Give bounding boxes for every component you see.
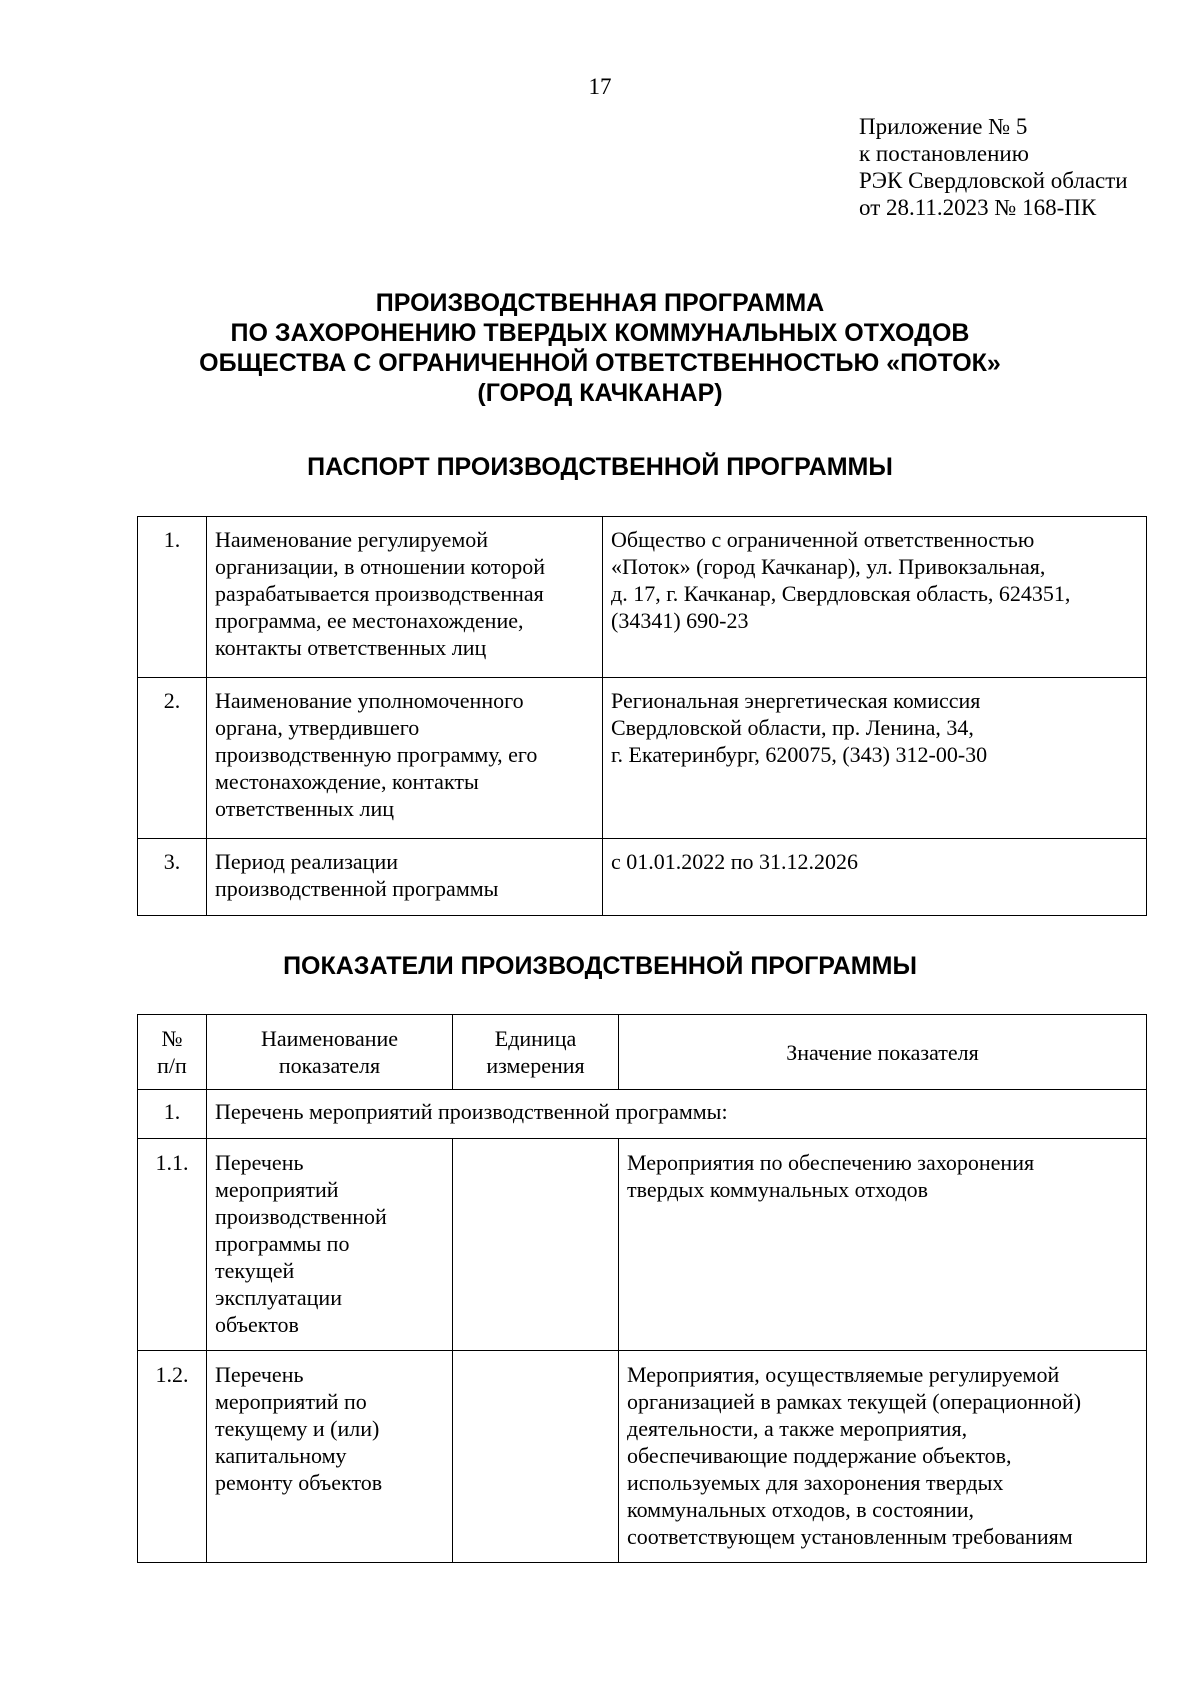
column-header-number <box>138 1015 207 1090</box>
text-line: эксплуатации <box>215 1285 342 1310</box>
text-line: деятельности, а также мероприятия, <box>627 1416 968 1441</box>
document-title <box>0 288 1200 408</box>
appendix-line: РЭК Свердловской области <box>859 168 1128 193</box>
appendix-line: к постановлению <box>859 141 1029 166</box>
appendix-line: от 28.11.2023 № 168-ПК <box>859 195 1097 220</box>
header-line: показателя <box>278 1053 381 1078</box>
row-number: 2. <box>138 678 207 839</box>
text-line: Период реализации <box>215 849 399 874</box>
indicator-value <box>619 1139 1147 1351</box>
indicators-heading: ПОКАЗАТЕЛИ ПРОИЗВОДСТВЕННОЙ ПРОГРАММЫ <box>283 952 917 980</box>
row-number: 1.2. <box>138 1351 207 1563</box>
table-row <box>138 839 1147 916</box>
text-line: Мероприятия, осуществляемые регулируемой <box>627 1362 1060 1387</box>
page-number: 17 <box>588 74 612 99</box>
text-line: с 01.01.2022 по 31.12.2026 <box>611 849 859 874</box>
section-label: Перечень мероприятий производственной программы: <box>207 1090 1147 1139</box>
text-line: производственной <box>215 1204 387 1229</box>
indicator-name <box>207 1139 453 1351</box>
table-header-row <box>138 1015 1147 1090</box>
text-line: программы по <box>215 1231 350 1256</box>
text-line: мероприятий по <box>215 1389 367 1414</box>
row-number: 1. <box>138 517 207 678</box>
header-line: п/п <box>157 1053 187 1078</box>
row-value <box>603 678 1147 839</box>
row-number: 3. <box>138 839 207 916</box>
table-row <box>138 678 1147 839</box>
text-line: коммунальных отходов, в состоянии, <box>627 1497 975 1522</box>
text-line: производственной программы <box>215 876 499 901</box>
row-value <box>603 839 1147 916</box>
table-row <box>138 1139 1147 1351</box>
title-line: (ГОРОД КАЧКАНАР) <box>477 379 723 407</box>
text-line: объектов <box>215 1312 299 1337</box>
text-line: Перечень <box>215 1362 304 1387</box>
text-line: д. 17, г. Качканар, Свердловская область, 624351, <box>611 581 1071 606</box>
text-line: программа, ее местонахождение, <box>215 608 524 633</box>
title-line: ОБЩЕСТВА С ОГРАНИЧЕННОЙ ОТВЕТСТВЕННОСТЬЮ «ПОТОК» <box>199 349 1001 377</box>
row-label <box>207 839 603 916</box>
indicator-value <box>619 1351 1147 1563</box>
indicator-unit <box>453 1351 619 1563</box>
text-line: обеспечивающие поддержание объектов, <box>627 1443 1012 1468</box>
table-row <box>138 517 1147 678</box>
text-line: твердых коммунальных отходов <box>627 1177 929 1202</box>
appendix-line: Приложение № 5 <box>859 114 1028 139</box>
column-header-name <box>207 1015 453 1090</box>
text-line: используемых для захоронения твердых <box>627 1470 1004 1495</box>
text-line: организацией в рамках текущей (операционной) <box>627 1389 1082 1414</box>
text-line: ремонту объектов <box>215 1470 383 1495</box>
text-line: Общество с ограниченной ответственностью <box>611 527 1035 552</box>
text-line: разрабатывается производственная <box>215 581 544 606</box>
text-line: текущей <box>215 1258 295 1283</box>
text-line: Перечень <box>215 1150 304 1175</box>
text-line: Мероприятия по обеспечению захоронения <box>627 1150 1035 1175</box>
row-label <box>207 517 603 678</box>
text-line: текущему и (или) <box>215 1416 380 1441</box>
section-row <box>138 1090 1147 1139</box>
text-line: г. Екатеринбург, 620075, (343) 312-00-30 <box>611 742 988 767</box>
text-line: соответствующем установленным требованиям <box>627 1524 1073 1549</box>
row-value <box>603 517 1147 678</box>
text-line: органа, утвердившего <box>215 715 420 740</box>
text-line: ответственных лиц <box>215 796 394 821</box>
title-line: ПО ЗАХОРОНЕНИЮ ТВЕРДЫХ КОММУНАЛЬНЫХ ОТХОДОВ <box>230 319 970 347</box>
row-number: 1. <box>138 1090 207 1139</box>
text-line: организации, в отношении которой <box>215 554 545 579</box>
header-line: № <box>161 1026 183 1051</box>
row-label <box>207 678 603 839</box>
text-line: местонахождение, контакты <box>215 769 479 794</box>
indicators-table <box>137 1014 1147 1563</box>
table-row <box>138 1351 1147 1563</box>
header-line: Единица <box>494 1026 577 1051</box>
column-header-unit <box>453 1015 619 1090</box>
text-line: мероприятий <box>215 1177 339 1202</box>
text-line: «Поток» (город Качканар), ул. Привокзальная, <box>611 554 1046 579</box>
text-line: Свердловской области, пр. Ленина, 34, <box>611 715 974 740</box>
text-line: Региональная энергетическая комиссия <box>611 688 981 713</box>
text-line: Наименование уполномоченного <box>215 688 524 713</box>
text-line: капитальному <box>215 1443 347 1468</box>
appendix-block <box>859 113 1128 221</box>
passport-table <box>137 516 1147 916</box>
column-header-value: Значение показателя <box>619 1015 1147 1090</box>
row-number: 1.1. <box>138 1139 207 1351</box>
text-line: производственную программу, его <box>215 742 538 767</box>
indicator-unit <box>453 1139 619 1351</box>
text-line: контакты ответственных лиц <box>215 635 487 660</box>
passport-heading: ПАСПОРТ ПРОИЗВОДСТВЕННОЙ ПРОГРАММЫ <box>307 453 893 481</box>
header-line: Наименование <box>260 1026 399 1051</box>
header-line: измерения <box>486 1053 585 1078</box>
text-line: Наименование регулируемой <box>215 527 489 552</box>
title-line: ПРОИЗВОДСТВЕННАЯ ПРОГРАММА <box>375 289 825 317</box>
indicator-name <box>207 1351 453 1563</box>
text-line: (34341) 690-23 <box>611 608 749 633</box>
